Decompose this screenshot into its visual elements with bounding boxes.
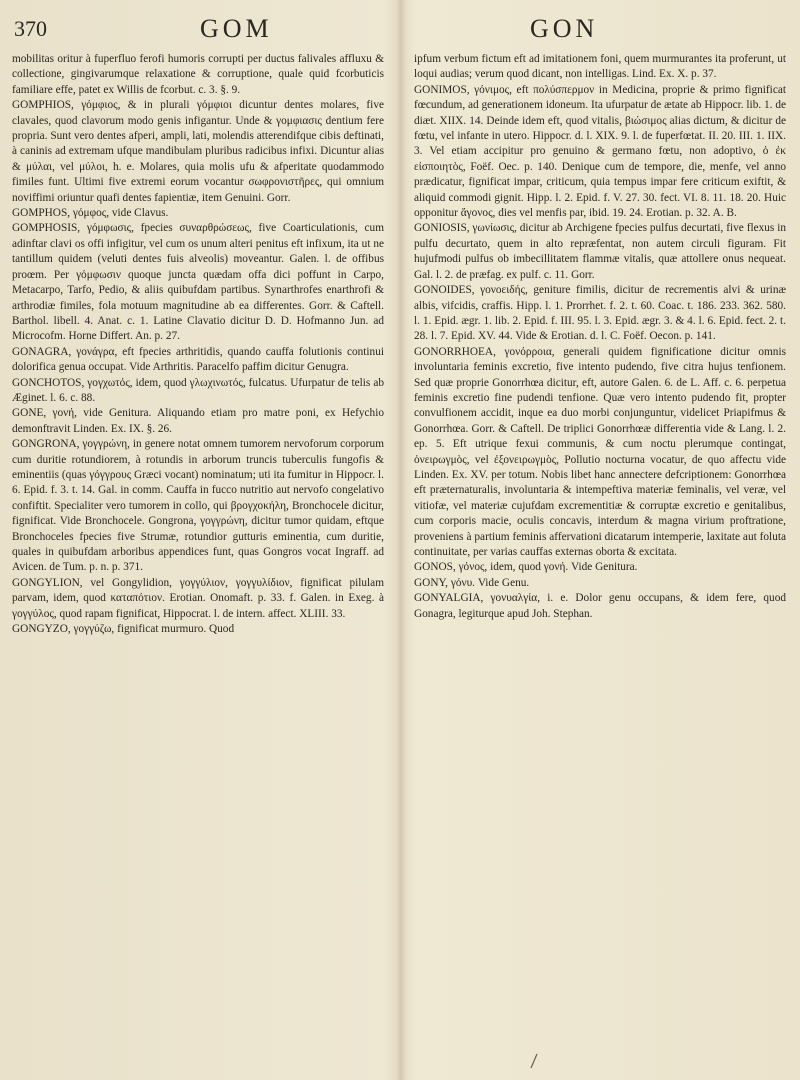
entry-gomphosis: GOMPHOSIS, γόμφωσις, fpecies συναρθρώσεως, five Coarticulationis, cum adinftar clavi os offi infigitur, vel cum os unum alteri penitus eft infixum, ita ut ne tantillum quidem (veluti dentes fuis alveolis) moveantur. Galen. l. de offibus proœm. Per γόμφωσιν quoque juncta quædam offa dici poffunt in Carpo, Metacarpo, Tarfo, Pedio, & aliis quibufdam partibus. Synarthrofes enarthrofi & arthrodiæ fimiles, fola motuum magnitudine ab ea differentes. Gorr. & Caftell. Barthol. libell. 4. Anat. c. 1. Latine Clavatio dicitur D. D. Hofmanno Jun. ad Microcofm. Horne Differt. An. p. 27. bbox=[12, 222, 384, 343]
entry-gonimos: GONIMOS, γόνιμος, eft πολύσπερμον in Medicina, proprie & primo fignificat fœcundum, ad generationem idoneum. Ita ufurpatur de ætate ab Hippocr. lib. 1. de diæt. XIIX. 14. Deinde idem eft, quod vitalis, βιώσιμος alias dictum, & dicitur de fœtu, vel infante in utero. Hippocr. d. l. XIX. 9. l. de fuperfœtat. II. 20. III. 1. IIX. 3. Vel etiam accipitur pro genuino & germano fœtu, non adoptivo, ὁ ἐκ εἰσποιητὸς, Foëf. Oec. p. 140. Denique cum de tempore, die, menfe, vel anno prædicatur, fignificat impar, criticum, quia tempus impar fere criticum exiftit, & aliquid commodi gignit. Hipp. l. 2. Epid. f. V. 27. 30. fect. VI. 8. 11. 18. 20. Huic opponitur ἄγονος, dies vel menfis par, ibid. 19. 24. Erotian. p. 32. A. B. bbox=[414, 83, 786, 220]
entry-gongrona: GONGRONA, γογγρώνη, in genere notat omnem tumorem nervoforum corporum cum duritie rotundiorem, à rotundis in arborum truncis tuberculis fungofis & eminentiis (quas γόγγρους Græci vocant) nominatum; uti ita fumitur in Hippocr. l. 6. Epid. f. 3. t. 14. Gal. in comm. Cauffa in fucco nutritio aut nervofo congelativo confiftit. Specialiter vero tumorem in collo, qui βρογχοκήλη, Bronchocele dicitur, fignificat. Vide Bronchocele. Gongrona, γογγρώνη, dicitur tumor quidam, eftque Bronchoceles fpecies five Strumæ, rotundior gutturis eminentia, cum duritie, quales in quibufdam arboribus appendices funt, quas Gongros vocat Ingraff. ad Avicen. de Tum. p. n. p. 371. bbox=[12, 438, 384, 574]
running-head-left: GOM bbox=[200, 14, 273, 43]
page-gutter bbox=[396, 0, 406, 1080]
entry-gomphos: GOMPHOS, γόμφος, vide Clavus. bbox=[12, 207, 169, 220]
page-number: 370 bbox=[14, 16, 47, 41]
right-entry-continuation: ipfum verbum fictum eft ad imitationem foni, quem murmurantes ita proferunt, ut loqui audias; verum quod dicant, non intelligas. Lind. Ex. X. p. 37. bbox=[414, 53, 786, 81]
running-head-right: GON bbox=[530, 14, 599, 43]
entry-gone: GONE, γονή, vide Genitura. Aliquando etiam pro matre poni, ex Hefychio demonftravit Linden. Ex. IX. §. 26. bbox=[12, 407, 384, 435]
pen-stroke-mark bbox=[527, 1052, 541, 1070]
entry-gomphios: GOMPHIOS, γόμφιος, & in plurali γόμφιοι dicuntur dentes molares, five clavales, quod clavorum modo genis infigantur. Unde & γομφιασις dentium fere propria. Sunt vero dentes afperi, ampli, lati, molendis atterendifque cibis deftinati, à caninis ad extremam ufque mandibulam pluribus radicibus infixi. Dicuntur alias & μύλαι, vel μύλοι, h. e. Molares, quia molis ufu & afperitate quodammodo fimiles funt. Ultimi five extremi eorum vocantur σωφρονιστῆρες, qui omnium noviffimi oriuntur quafi dentes fapientiæ, item Genuini. Gorr. bbox=[12, 99, 384, 204]
entry-gonorrhoea: GONORRHOEA, γονόρροια, generali quidem fignificatione dicitur omnis involuntaria feminis excretio, five intento pudendo, five citra hujus tenfionem. Sed quæ proprie Gonorrhœa dicitur, eft, autore Galen. 6. de L. Aff. c. 6. perpetua feminis excretio fine pudendi tenfione. Quæ vero intento pudendo fit, propter convulfionem accidit, inque ea duo morbi conjunguntur, videlicet Priapifmus & Gonorrhœa. Gorr. & Caftell. De triplici Gonorrhœæ differentia vide & Lang. l. 2. ep. 5. Eft utrique fexui communis, & cum noctu plerumque contingat, ὀνειρωγμὸς, vel ἐξονειρωγμὸς, Pollutio nocturna vocatur, de quo affectu vide Linden. Ex. XV. per totum. Nobis libet hanc annectere defcriptionem: Gonorrhœa eft præternaturalis, involuntaria & intempeftiva materiæ feminalis, vel veræ, vel vitiofæ, vel materiæ cujufdam excrementitiæ & corruptæ excretio e genitalibus, cum corporis macie, oculis concavis, interdum & magna virium proftratione, proveniens à partium feminis affervationi dicatarum intemperie, laxitate aut foluta continuitate, per varias cauffas externas oborta & excitata. bbox=[414, 345, 786, 558]
entry-gonos: GONOS, γόνος, idem, quod γονή. Vide Genitura. bbox=[414, 561, 638, 574]
entry-gonoides: GONOIDES, γονοειδής, geniture fimilis, dicitur de recrementis alvi & urinæ albis, vifcidis, craffis. Hipp. l. 1. Prorrhet. f. 2. t. 60. Coac. t. 186. 233. 362. 580. l. 1. Epid. ægr. 1. lib. 2. Epid. f. III. 95. l. 3. Epid. ægr. 3. & 4. l. 6. Epid. fect. 2. t. 28. l. 7. Epid. XV. 44. Vide & Erotian. d. l. C. Foëf. Oecon. p. 141. bbox=[414, 284, 786, 343]
left-entry-continuation: mobilitas oritur à fuperfluo ferofi humoris corrupti per ductus falivales affluxu & collectione, gingivarumque relaxatione & corruptione, quale quid fcorbuticis familiare effe, patet ex Willis de fcorbut. c. 3. §. 9. bbox=[12, 53, 384, 96]
entry-gonagra: GONAGRA, γονάγρα, eft fpecies arthritidis, quando cauffa folutionis continui dolorifica genua occupat. Vide Arthritis. Paracelfo paffim dicitur Genugra. bbox=[12, 345, 384, 374]
entry-gongyzo: GONGYZO, γογγύζω, fignificat murmuro. Quod bbox=[12, 623, 235, 636]
entry-gony: GONY, γόνυ. Vide Genu. bbox=[414, 576, 530, 589]
page-header bbox=[0, 10, 800, 50]
entry-gonchotos: GONCHOTOS, γογχωτός, idem, quod γλωχινωτός, fulcatus. Ufurpatur de telis ab Æginet. l. 6. c. 88. bbox=[12, 376, 384, 404]
entry-gongylion: GONGYLION, vel Gongylidion, γογγύλιον, γογγυλίδιον, fignificat pilulam parvam, idem, quod καταπότιον. Erotian. Onomaft. p. 33. f. Galen. in Exeg. à γογγύλος, quod rapam fignificat, Hippocrat. l. de intern. affect. XLIII. 33. bbox=[12, 576, 384, 620]
entry-gonyalgia: GONYALGIA, γονυαλγία, i. e. Dolor genu occupans, & idem fere, quod Gonagra, legiturque apud Joh. Stephan. bbox=[414, 592, 786, 620]
left-column bbox=[12, 52, 384, 1070]
entry-goniosis: GONIOSIS, γωνίωσις, dicitur ab Archigene fpecies pulfus decurtati, five flexus in pulfu decurtato, quem in alto repræfentat, non autem circuli figuram. Fit hujufmodi pulfus ob imbecillitatem flammæ vitalis, quæ attollere onus nequeat. Gal. l. 2. de præfag. ex pulf. c. 11. Gorr. bbox=[414, 222, 786, 281]
right-column bbox=[414, 52, 786, 1070]
